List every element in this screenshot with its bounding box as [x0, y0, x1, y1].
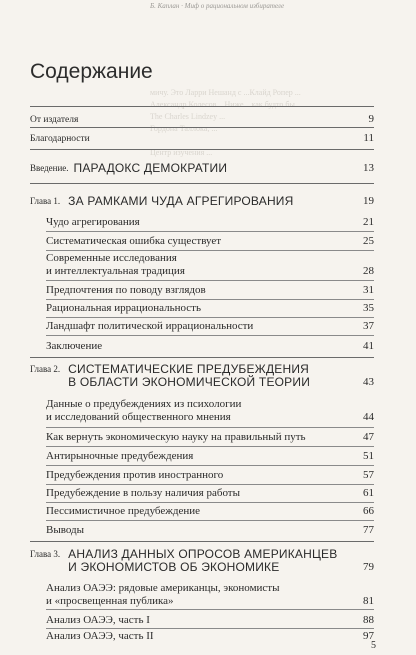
bleed-through-line: The Charles Lindzey ...	[150, 112, 226, 121]
divider	[30, 106, 374, 107]
divider	[30, 183, 374, 184]
entry-title: Анализ ОАЭЭ: рядовые американцы, экономисты и «просвещенная публика»	[46, 582, 280, 607]
entry-page: 77	[363, 524, 374, 536]
entry-page: 28	[363, 265, 374, 277]
toc-entry-chapter-3[interactable]	[30, 548, 374, 574]
entry-page: 81	[363, 595, 374, 607]
entry-page: 25	[363, 235, 374, 247]
entry-title: Предубеждение в пользу наличия работы	[46, 487, 241, 499]
bleed-through-line: Гордона Таллока, ...	[150, 124, 218, 133]
toc-entry-section[interactable]	[46, 252, 374, 278]
entry-page: 66	[363, 505, 374, 517]
entry-page: 44	[363, 411, 374, 423]
toc-entry-section[interactable]	[46, 340, 374, 353]
toc-entry-front-matter[interactable]	[30, 132, 374, 146]
toc-entry-section[interactable]	[46, 582, 374, 608]
entry-title: Данные о предубеждениях из психологии и исследований общественного мнения	[46, 398, 242, 423]
chapter-label: Глава 1.	[30, 196, 61, 206]
toc-entry-chapter-1[interactable]	[30, 195, 374, 208]
toc-entry-section[interactable]	[46, 469, 374, 482]
entry-page: 43	[363, 376, 374, 388]
toc-entry-section[interactable]	[46, 235, 374, 248]
divider	[46, 628, 374, 629]
chapter-label: Глава 2.	[30, 364, 61, 374]
entry-page: 13	[363, 162, 374, 174]
divider	[30, 127, 374, 128]
entry-title: Анализ ОАЭЭ, часть I	[46, 614, 150, 626]
entry-title: Анализ ОАЭЭ, часть II	[46, 630, 154, 642]
toc-entry-front-matter[interactable]	[30, 113, 374, 127]
entry-page: 51	[363, 450, 374, 462]
entry-page: 9	[368, 113, 374, 125]
toc-entry-section[interactable]	[46, 320, 374, 333]
chapter-name: СИСТЕМАТИЧЕСКИЕ ПРЕДУБЕЖДЕНИЯ В ОБЛАСТИ ЭКОНОМИЧЕСКОЙ ТЕОРИИ	[68, 362, 311, 389]
chapter-label: Глава 3.	[30, 549, 61, 559]
entry-title: Чудо агрегирования	[46, 216, 140, 228]
toc-entry-section[interactable]	[46, 216, 374, 229]
divider	[46, 446, 374, 447]
entry-title: Предубеждения против иностранного	[46, 469, 224, 481]
page-number: 5	[371, 640, 376, 651]
divider	[30, 541, 374, 542]
toc-entry-section[interactable]	[46, 487, 374, 500]
divider	[46, 484, 374, 485]
entry-title: От издателя	[30, 115, 79, 125]
divider	[30, 357, 374, 358]
entry-page: 19	[363, 195, 374, 207]
entry-title: Современные исследования и интеллектуальная традиция	[46, 252, 185, 277]
entry-page: 47	[363, 431, 374, 443]
divider	[46, 520, 374, 521]
toc-entry-section[interactable]	[46, 284, 374, 297]
divider	[46, 299, 374, 300]
chapter-name: ЗА РАМКАМИ ЧУДА АГРЕГИРОВАНИЯ	[68, 194, 294, 208]
entry-title: Предпочтения по поводу взглядов	[46, 284, 206, 296]
divider	[46, 231, 374, 232]
divider	[30, 149, 374, 150]
divider	[46, 465, 374, 466]
toc-entry-introduction[interactable]	[30, 162, 374, 175]
divider	[46, 502, 374, 503]
entry-title: Рациональная иррациональность	[46, 302, 202, 314]
divider	[46, 427, 374, 428]
toc-entry-section[interactable]	[46, 431, 374, 444]
entry-page: 37	[363, 320, 374, 332]
entry-title: Выводы	[46, 524, 85, 536]
divider	[46, 335, 374, 336]
entry-page: 57	[363, 469, 374, 481]
entry-title: Благодарности	[30, 134, 90, 144]
running-head: Б. Каплан · Миф о рациональном избирателе	[150, 2, 285, 10]
intro-name: ПАРАДОКС ДЕМОКРАТИИ	[73, 161, 228, 175]
entry-page: 21	[363, 216, 374, 228]
entry-page: 79	[363, 561, 374, 573]
divider	[46, 280, 374, 281]
entry-page: 61	[363, 487, 374, 499]
toc-entry-section[interactable]	[46, 505, 374, 518]
toc-title: Содержание	[30, 60, 153, 83]
entry-title: Ландшафт политической иррациональности	[46, 320, 254, 332]
toc-entry-section[interactable]	[46, 524, 374, 537]
entry-page: 88	[363, 614, 374, 626]
divider	[46, 317, 374, 318]
entry-title: Антирыночные предубеждения	[46, 450, 194, 462]
toc-entry-section[interactable]	[46, 398, 374, 424]
entry-page: 97	[363, 630, 374, 642]
toc-entry-section[interactable]	[46, 302, 374, 315]
toc-entry-section[interactable]	[46, 450, 374, 463]
entry-title: Систематическая ошибка существует	[46, 235, 222, 247]
bleed-through-line: мичу. Это Ларри Нешанд с ...Клайд Ропер ...	[150, 88, 301, 97]
toc-entry-section[interactable]	[46, 630, 374, 643]
bleed-through-line: Александр Колесов ...Ниже ...как будто бы	[150, 100, 295, 109]
bleed-through-line: Центр изучения ...	[150, 148, 213, 157]
entry-page: 35	[363, 302, 374, 314]
entry-title: Заключение	[46, 340, 103, 352]
intro-label: Введение.	[30, 163, 69, 173]
entry-page: 11	[363, 132, 374, 144]
entry-page: 31	[363, 284, 374, 296]
chapter-name: АНАЛИЗ ДАННЫХ ОПРОСОВ АМЕРИКАНЦЕВ И ЭКОНОМИСТОВ ОБ ЭКОНОМИКЕ	[68, 547, 338, 574]
entry-page: 41	[363, 340, 374, 352]
toc-entry-section[interactable]	[46, 614, 374, 627]
entry-title: Как вернуть экономическую науку на правильный путь	[46, 431, 306, 443]
entry-title: Пессимистичное предубеждение	[46, 505, 201, 517]
toc-entry-chapter-2[interactable]	[30, 363, 374, 389]
divider	[46, 609, 374, 610]
divider	[46, 250, 374, 251]
